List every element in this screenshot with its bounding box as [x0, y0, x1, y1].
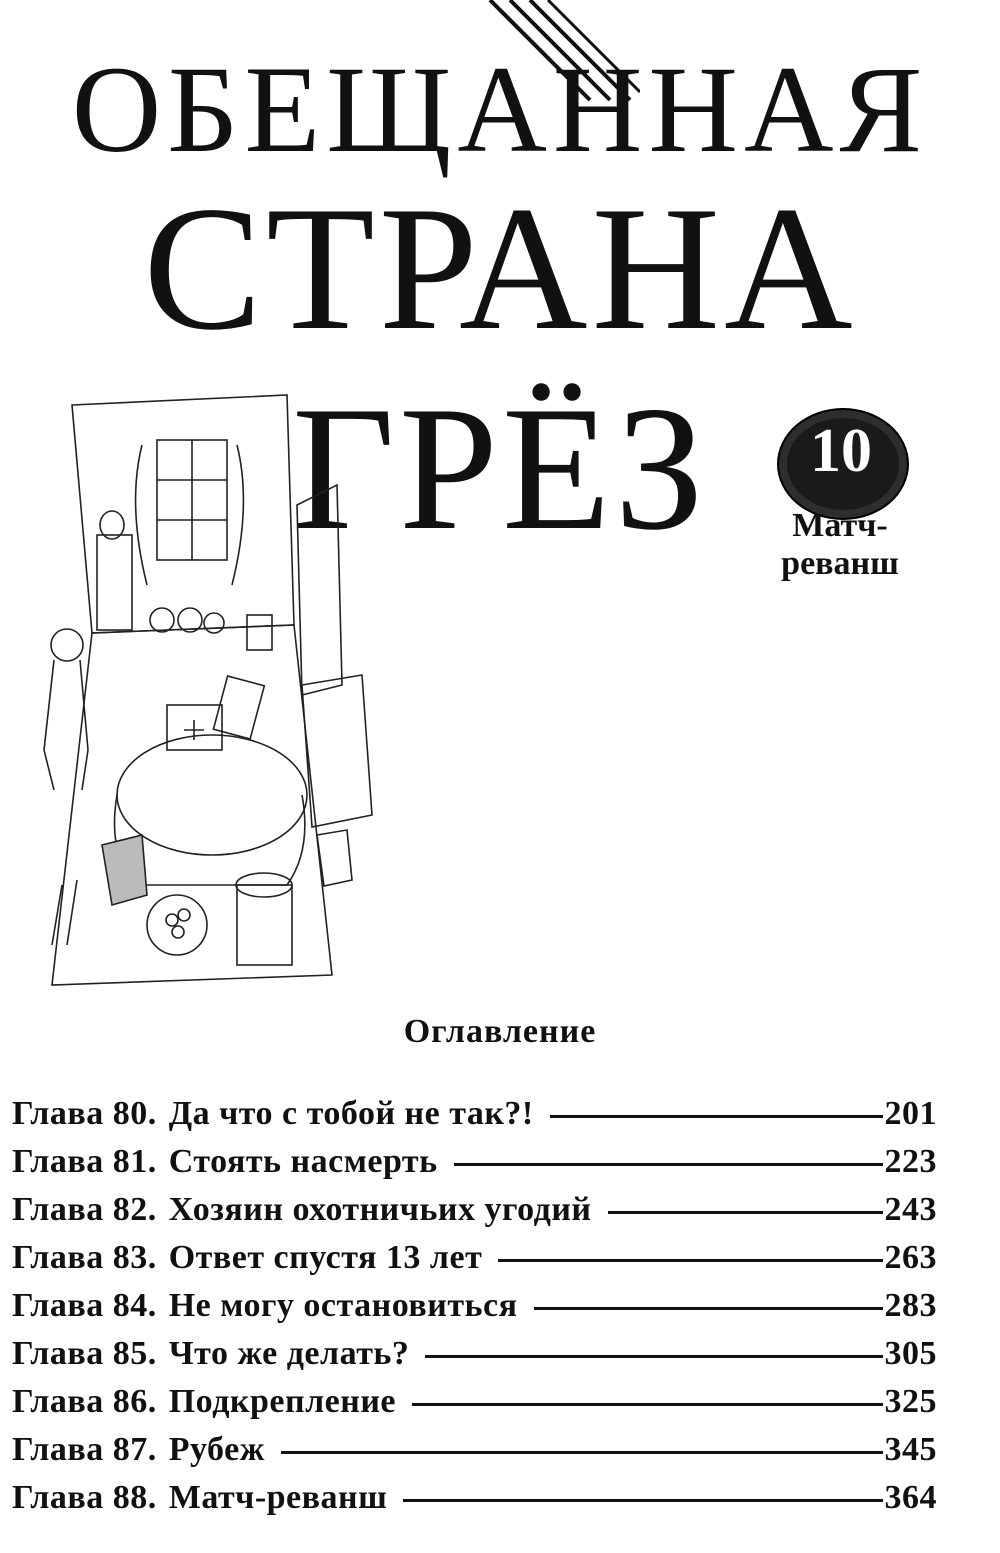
toc-page-number: 305: [884, 1335, 937, 1372]
volume-subtitle: Матч- реванш: [781, 507, 899, 582]
toc-entry: [12, 1378, 937, 1426]
toc-leader-line: [281, 1451, 883, 1454]
toc-chapter-title: Подкрепление: [168, 1383, 397, 1420]
toc-leader-line: [498, 1259, 882, 1262]
toc-heading: Оглавление: [403, 1013, 597, 1050]
toc-chapter-title: Не могу остановиться: [168, 1287, 518, 1324]
toc-page-number: 364: [884, 1479, 937, 1516]
toc-entry: [12, 1234, 937, 1282]
toc-page-number: 243: [884, 1191, 937, 1228]
toc-page-number: 201: [884, 1095, 937, 1132]
toc-chapter-title: Матч-реванш: [168, 1479, 388, 1516]
toc-leader-line: [550, 1115, 883, 1118]
toc-chapter-title: Да что с тобой не так?!: [168, 1095, 534, 1132]
toc-entry: [12, 1330, 937, 1378]
toc-entry: [12, 1474, 937, 1522]
toc-entry: [12, 1138, 937, 1186]
toc-page-number: 223: [884, 1143, 937, 1180]
toc-chapter-number: Глава 80.: [12, 1095, 157, 1132]
toc-chapter-number: Глава 87.: [12, 1431, 157, 1468]
toc-chapter-number: Глава 88.: [12, 1479, 157, 1516]
toc-leader-line: [454, 1163, 883, 1166]
table-of-contents: [12, 1090, 937, 1522]
room-illustration: [32, 385, 377, 1000]
toc-chapter-number: Глава 85.: [12, 1335, 157, 1372]
title-line-1: ОБЕЩАННАЯ: [71, 41, 929, 178]
toc-chapter-number: Глава 86.: [12, 1383, 157, 1420]
toc-leader-line: [412, 1403, 882, 1406]
toc-page-number: 325: [884, 1383, 937, 1420]
toc-chapter-title: Ответ спустя 13 лет: [168, 1239, 483, 1276]
toc-chapter-title: Стоять насмерть: [168, 1143, 438, 1180]
toc-entry: [12, 1090, 937, 1138]
toc-chapter-number: Глава 84.: [12, 1287, 157, 1324]
toc-leader-line: [534, 1307, 883, 1310]
toc-chapter-title: Что же делать?: [168, 1335, 410, 1372]
toc-chapter-number: Глава 82.: [12, 1191, 157, 1228]
toc-chapter-title: Рубеж: [168, 1431, 265, 1468]
toc-entry: [12, 1186, 937, 1234]
toc-chapter-title: Хозяин охотничьих угодий: [168, 1191, 592, 1228]
toc-chapter-number: Глава 83.: [12, 1239, 157, 1276]
toc-leader-line: [608, 1211, 883, 1214]
toc-entry: [12, 1282, 937, 1330]
toc-entry: [12, 1426, 937, 1474]
title-line-2: СТРАНА ГРЁЗ: [143, 169, 857, 567]
toc-page-number: 345: [884, 1431, 937, 1468]
volume-badge: [777, 408, 909, 518]
toc-page-number: 263: [884, 1239, 937, 1276]
toc-leader-line: [425, 1355, 882, 1358]
volume-number: 10: [810, 417, 872, 485]
toc-leader-line: [403, 1499, 882, 1502]
toc-page-number: 283: [884, 1287, 937, 1324]
toc-chapter-number: Глава 81.: [12, 1143, 157, 1180]
